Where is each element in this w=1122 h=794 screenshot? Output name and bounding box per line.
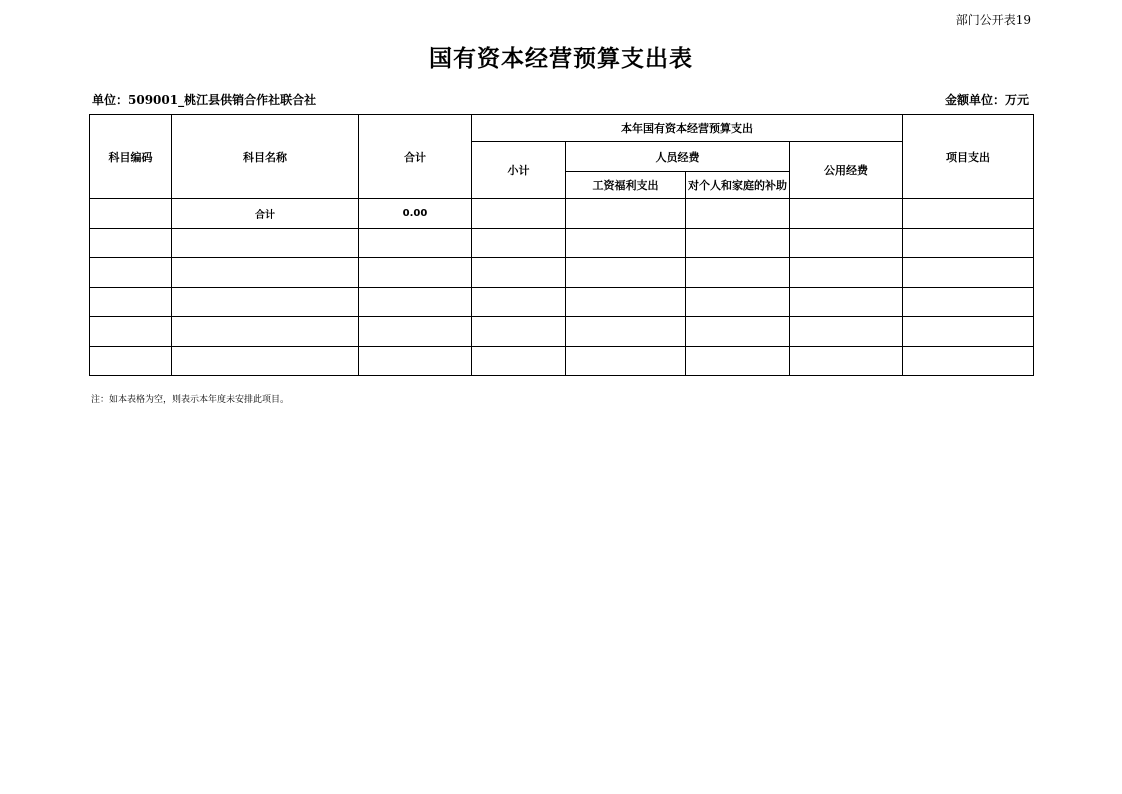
cell-public <box>790 287 903 317</box>
header-name: 科目名称 <box>172 115 359 199</box>
cell-code <box>90 199 172 229</box>
header-project: 项目支出 <box>903 115 1034 199</box>
table-row <box>90 317 1034 347</box>
cell-subtotal <box>472 317 566 347</box>
cell-total: 0.00 <box>359 199 472 229</box>
header-total: 合计 <box>359 115 472 199</box>
cell-name <box>172 346 359 376</box>
table-row <box>90 287 1034 317</box>
cell-name <box>172 317 359 347</box>
header-subsidy: 对个人和家庭的补助 <box>686 172 790 199</box>
table-body <box>90 199 1034 376</box>
budget-table <box>89 114 1034 376</box>
table-header <box>90 115 1034 199</box>
cell-project <box>903 228 1034 258</box>
cell-total <box>359 346 472 376</box>
cell-wages <box>566 199 686 229</box>
cell-total <box>359 228 472 258</box>
header-personnel: 人员经费 <box>566 142 790 172</box>
cell-wages <box>566 317 686 347</box>
cell-public <box>790 346 903 376</box>
cell-subsidy <box>686 346 790 376</box>
cell-subsidy <box>686 199 790 229</box>
cell-code <box>90 228 172 258</box>
cell-project <box>903 258 1034 288</box>
amount-unit-label: 金额单位：万元 <box>944 93 1029 107</box>
cell-subtotal <box>472 228 566 258</box>
cell-wages <box>566 228 686 258</box>
unit-label: 单位：509001_桃江县供销合作社联合社 <box>92 93 317 107</box>
header-code: 科目编码 <box>90 115 172 199</box>
cell-subtotal <box>472 287 566 317</box>
header-group: 本年国有资本经营预算支出 <box>472 115 903 142</box>
cell-code <box>90 346 172 376</box>
cell-subtotal <box>472 346 566 376</box>
header-wages: 工资福利支出 <box>566 172 686 199</box>
cell-subsidy <box>686 287 790 317</box>
footnote: 注：如本表格为空，则表示本年度未安排此项目。 <box>91 395 290 405</box>
cell-public <box>790 228 903 258</box>
cell-project <box>903 346 1034 376</box>
cell-project <box>903 317 1034 347</box>
cell-name <box>172 228 359 258</box>
cell-code <box>90 317 172 347</box>
table-row <box>90 258 1034 288</box>
cell-code <box>90 287 172 317</box>
cell-total <box>359 317 472 347</box>
cell-wages <box>566 287 686 317</box>
cell-public <box>790 258 903 288</box>
cell-name <box>172 287 359 317</box>
cell-wages <box>566 346 686 376</box>
table-row <box>90 228 1034 258</box>
cell-total <box>359 258 472 288</box>
cell-public <box>790 317 903 347</box>
cell-subtotal <box>472 199 566 229</box>
cell-project <box>903 199 1034 229</box>
form-number-label: 部门公开表19 <box>955 13 1031 27</box>
cell-name <box>172 258 359 288</box>
cell-project <box>903 287 1034 317</box>
table-row <box>90 199 1034 229</box>
cell-wages <box>566 258 686 288</box>
header-public: 公用经费 <box>790 142 903 199</box>
page-title: 国有资本经营预算支出表 <box>429 46 693 72</box>
cell-subsidy <box>686 317 790 347</box>
cell-public <box>790 199 903 229</box>
cell-name: 合计 <box>172 199 359 229</box>
cell-code <box>90 258 172 288</box>
cell-subtotal <box>472 258 566 288</box>
table-row <box>90 346 1034 376</box>
cell-subsidy <box>686 258 790 288</box>
cell-total <box>359 287 472 317</box>
header-subtotal: 小计 <box>472 142 566 199</box>
cell-subsidy <box>686 228 790 258</box>
